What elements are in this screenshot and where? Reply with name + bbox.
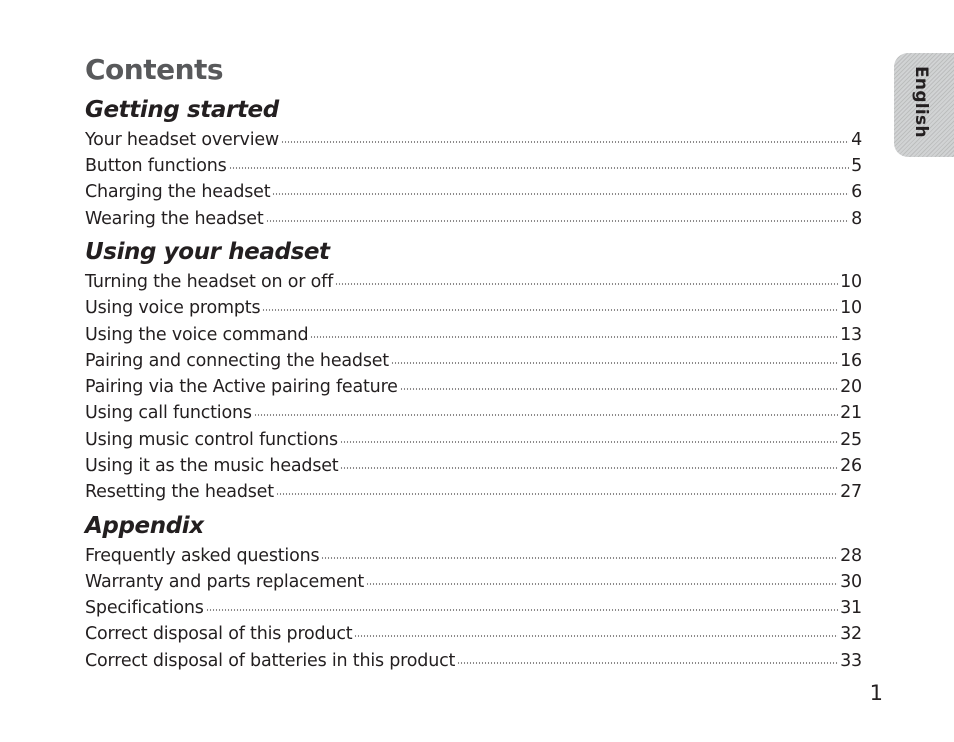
toc-entry[interactable] [85, 349, 862, 373]
toc-entry-title: Correct disposal of batteries in this product [85, 651, 456, 671]
toc-leader-dots [400, 388, 838, 390]
toc-entry-title: Frequently asked questions [85, 546, 320, 566]
toc-leader-dots [391, 362, 838, 364]
toc-leader-dots [272, 193, 849, 195]
toc-entry[interactable] [85, 154, 862, 178]
toc-entry-page: 16 [840, 351, 862, 371]
toc-entry-title: Turning the headset on or off [85, 272, 334, 292]
toc-entry[interactable] [85, 428, 862, 452]
toc-leader-dots [354, 635, 838, 637]
toc-entry-title: Using it as the music headset [85, 456, 339, 476]
toc-entry[interactable] [85, 270, 862, 294]
toc-entry-page: 20 [840, 377, 862, 397]
toc-entry-title: Pairing and connecting the headset [85, 351, 389, 371]
toc-entry-title: Resetting the headset [85, 482, 274, 502]
toc-entry-title: Warranty and parts replacement [85, 572, 365, 592]
toc-entry-title: Your headset overview [85, 130, 280, 150]
toc-leader-dots [335, 283, 838, 285]
toc-entry-page: 25 [840, 430, 862, 450]
toc-entry-page: 13 [840, 325, 862, 345]
toc-leader-dots [281, 141, 849, 143]
toc-entry-title: Using voice prompts [85, 298, 261, 318]
toc-entry-title: Button functions [85, 156, 227, 176]
toc-leader-dots [310, 336, 838, 338]
toc-leader-dots [254, 414, 838, 416]
toc-leader-dots [321, 557, 838, 559]
toc-entry[interactable] [85, 207, 862, 231]
toc-entry-page: 10 [840, 298, 862, 318]
toc-entry-page: 31 [840, 598, 862, 618]
toc-entry-page: 6 [851, 182, 862, 202]
page-number: 1 [869, 681, 883, 705]
toc-entry-page: 5 [851, 156, 862, 176]
toc-entry-title: Wearing the headset [85, 209, 264, 229]
toc-entry[interactable] [85, 454, 862, 478]
toc-entry-title: Specifications [85, 598, 204, 618]
toc-entry[interactable] [85, 296, 862, 320]
toc-entry[interactable] [85, 128, 862, 152]
toc-entry-title: Correct disposal of this product [85, 624, 353, 644]
toc-leader-dots [262, 309, 838, 311]
toc-leader-dots [340, 467, 838, 469]
toc-leader-dots [276, 493, 838, 495]
toc-leader-dots [206, 609, 838, 611]
toc-entry-page: 26 [840, 456, 862, 476]
toc-entry-page: 4 [851, 130, 862, 150]
toc-entry-page: 33 [840, 651, 862, 671]
toc-entry[interactable] [85, 480, 862, 504]
toc-entry[interactable] [85, 544, 862, 568]
toc-entry-page: 32 [840, 624, 862, 644]
section-heading-using-your-headset: Using your headset [85, 239, 330, 265]
toc-entry-page: 21 [840, 403, 862, 423]
toc-entry[interactable] [85, 622, 862, 646]
toc-entry-title: Using call functions [85, 403, 252, 423]
toc-entry-title: Charging the headset [85, 182, 271, 202]
toc-entry-title: Pairing via the Active pairing feature [85, 377, 398, 397]
toc-entry-title: Using the voice command [85, 325, 309, 345]
page-title: Contents [85, 53, 224, 86]
toc-leader-dots [366, 583, 838, 585]
toc-leader-dots [229, 167, 849, 169]
toc-entry-page: 8 [851, 209, 862, 229]
toc-entry-page: 30 [840, 572, 862, 592]
toc-entry[interactable] [85, 596, 862, 620]
toc-entry-page: 10 [840, 272, 862, 292]
toc-entry[interactable] [85, 180, 862, 204]
toc-entry[interactable] [85, 323, 862, 347]
section-heading-appendix: Appendix [85, 513, 204, 539]
toc-entry[interactable] [85, 401, 862, 425]
toc-entry-page: 27 [840, 482, 862, 502]
toc-entry[interactable] [85, 570, 862, 594]
toc-leader-dots [266, 220, 850, 222]
language-tab-label: English [911, 66, 931, 138]
section-heading-getting-started: Getting started [85, 97, 279, 123]
toc-entry-page: 28 [840, 546, 862, 566]
toc-entry-title: Using music control functions [85, 430, 338, 450]
toc-leader-dots [457, 662, 838, 664]
toc-leader-dots [340, 441, 838, 443]
toc-entry[interactable] [85, 375, 862, 399]
toc-entry[interactable] [85, 649, 862, 673]
